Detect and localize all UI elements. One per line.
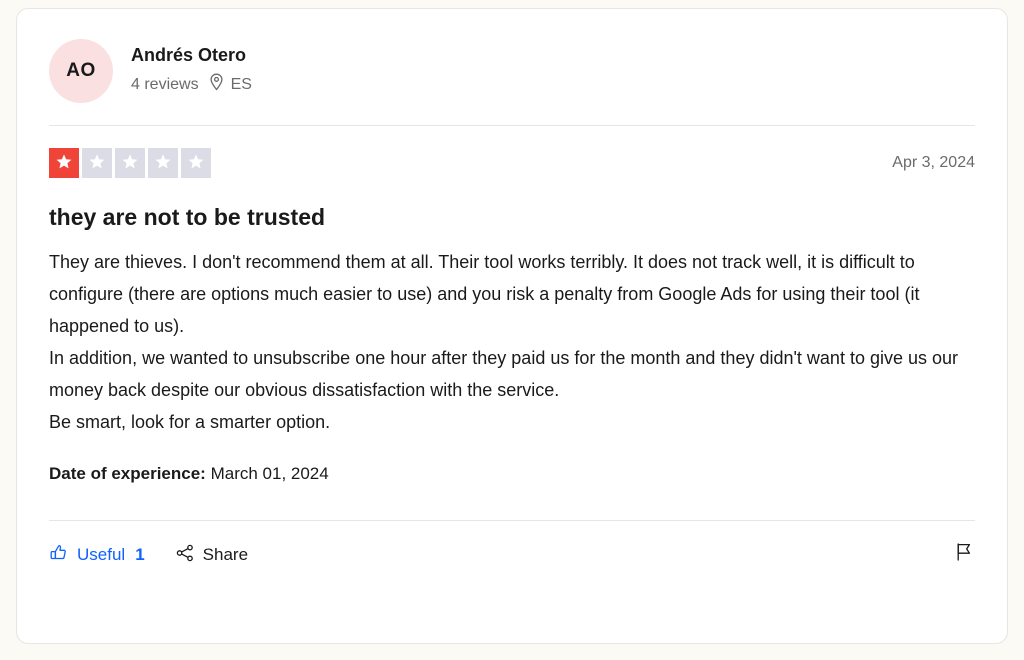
consumer-meta [131,73,252,96]
review-date: Apr 3, 2024 [892,154,975,171]
review-paragraph: In addition, we wanted to unsubscribe one hour after they paid us for the month and they didn't want to give us our money back despite our obvious dissatisfaction with the service. [49,347,959,400]
review-actions [49,521,975,568]
share-label: Share [202,545,249,565]
useful-count: 1 [135,545,145,565]
pin-icon [209,73,224,96]
star-4 [148,148,178,178]
review-title[interactable]: they are not to be trusted [49,204,326,230]
consumer-country [209,73,252,96]
date-of-experience [49,464,975,484]
star-3 [115,148,145,178]
useful-button[interactable] [49,543,145,568]
star-2 [82,148,112,178]
consumer-name[interactable]: Andrés Otero [131,45,247,66]
share-icon [175,543,195,568]
review-paragraph: They are thieves. I don't recommend them at all. Their tool works terribly. It does not track well, it is difficult to configure (there are options much easier to use) and you risk a penalty from Google Ads for using their tool (it happened to us). [49,251,920,336]
country-code: ES [230,75,252,93]
review-card [16,8,1008,644]
flag-icon [953,550,975,567]
thumbs-up-icon [49,543,69,568]
consumer-info [131,46,252,95]
star-1 [49,148,79,178]
review-body [49,246,975,438]
share-button[interactable] [175,543,248,568]
date-of-experience-label: Date of experience: [49,463,206,483]
reviews-count: 4 reviews [131,75,199,93]
report-button[interactable] [953,541,975,568]
consumer-header [49,39,975,125]
review-paragraph: Be smart, look for a smarter option. [49,411,331,432]
avatar: AO [49,39,113,103]
useful-label: Useful [77,545,126,565]
star-rating [49,148,211,178]
rating-row [49,126,975,182]
star-5 [181,148,211,178]
date-of-experience-value: March 01, 2024 [210,463,329,483]
